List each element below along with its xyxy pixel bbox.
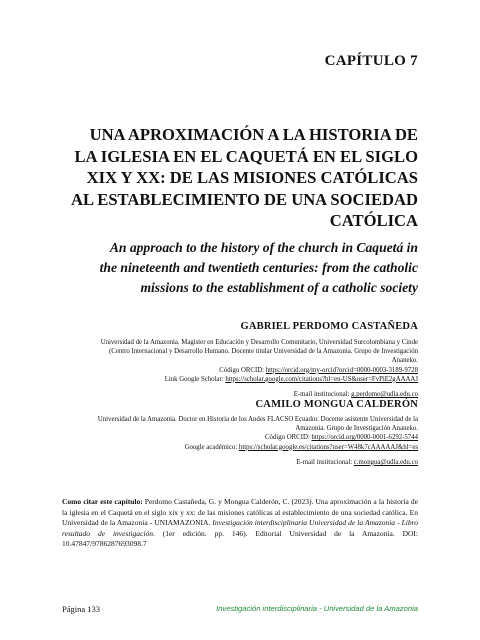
- citation-label: Como citar este capítulo:: [62, 497, 143, 506]
- author-affiliation-2: [62, 415, 418, 467]
- scholar-row: [62, 375, 418, 384]
- email-link[interactable]: g.perdomo@udla.edu.co: [351, 391, 418, 399]
- affiliation-line: Ananeko.: [391, 357, 418, 365]
- title-line: XIX Y XX: DE LAS MISIONES CATÓLICAS: [86, 168, 418, 187]
- citation-book-title: Investigación interdisciplinaria Universidad de la Amazonia - Libro resultado de investigación: [62, 518, 419, 538]
- orcid-row: [62, 433, 418, 442]
- scholar-label: Link Google Scholar:: [164, 375, 226, 383]
- email-row: [62, 390, 418, 399]
- chapter-label: CAPÍTULO 7: [324, 53, 418, 69]
- affiliation-line: Universidad de la Amazonia. Magister en Educación y Desarrollo Comunitario, Universidad Surcolombiana y Cinde: [100, 339, 418, 346]
- subtitle-line: the nineteenth and twentieth centuries: from the catholic: [99, 260, 418, 275]
- orcid-label: Código ORCID:: [265, 434, 312, 442]
- email-link[interactable]: c.mongua@udla.edu.co: [353, 458, 418, 466]
- subtitle-line: missions to the establishment of a catholic society: [140, 280, 418, 295]
- running-footer: Investigación interdisciplinaria - Universidad de la Amazonia: [216, 604, 418, 613]
- scholar-link[interactable]: https://scholar.google.es/citations?user=W48k7cAAAAAJ&hl=es: [238, 443, 418, 451]
- english-subtitle: [50, 238, 418, 298]
- orcid-row: [62, 366, 418, 375]
- title-line: AL ESTABLECIMIENTO DE UNA SOCIEDAD: [70, 189, 418, 209]
- email-label: E-mail institucional:: [293, 391, 352, 399]
- orcid-label: Código ORCID:: [219, 366, 266, 374]
- orcid-link[interactable]: https://orcid.org/0000-0001-6292-5744: [311, 434, 418, 442]
- author-name-1: GABRIEL PERDOMO CASTAÑEDA: [240, 321, 418, 332]
- citation-text: Perdomo Castañeda, G. y Mongua Calderón, C. (2023). Una aproximación a la historia de la iglesia en el Caquetá en el siglo xix y xx: de las misiones católicas al establecimiento de una sociedad católica. En Universidad de la Amazonia - UNIAMAZONIA.: [62, 497, 418, 527]
- chapter-title: [62, 124, 418, 232]
- citation-text-end: . (1er edición. pp. 146). Editorial Universidad de la Amazonia. DOI: 10.47847/9786287693098.7: [62, 528, 419, 548]
- subtitle-line: An approach to the history of the church in Caquetá in: [109, 240, 418, 255]
- scholar-link[interactable]: https://scholar.google.com/citations?hl=en-US&user=FvPiE2gAAAAJ: [225, 375, 418, 383]
- citation-block: [62, 497, 418, 550]
- affiliation-line: Universidad de la Amazonia. Doctor en Historia de los Andes FLACSO Ecuador. Docente asistente Universidad de la: [97, 416, 418, 423]
- author-affiliation-1: [62, 338, 418, 399]
- orcid-link[interactable]: https://orcid.org/my-orcid?orcid=0000-0003-3189-9728: [265, 366, 418, 374]
- scholar-label: Google académico:: [184, 443, 239, 451]
- affiliation-line: (Centro Internacional y Desarrollo Humano. Docente titular Universidad de la Amazonia. Grupo de Investigación: [109, 348, 418, 356]
- affiliation-line: Amazonia. Grupo de Investigación Ananeko.: [295, 425, 418, 433]
- email-row: [62, 458, 418, 467]
- page-number: Página 133: [62, 604, 101, 614]
- title-line: UNA APROXIMACIÓN A LA HISTORIA DE: [89, 125, 418, 144]
- title-line: LA IGLESIA EN EL CAQUETÁ EN EL SIGLO: [74, 146, 418, 166]
- email-label: E-mail institucional:: [296, 458, 354, 466]
- title-line: CATÓLICA: [329, 211, 418, 230]
- author-name-2: CAMILO MONGUA CALDERÓN: [255, 399, 418, 410]
- scholar-row: [62, 443, 418, 452]
